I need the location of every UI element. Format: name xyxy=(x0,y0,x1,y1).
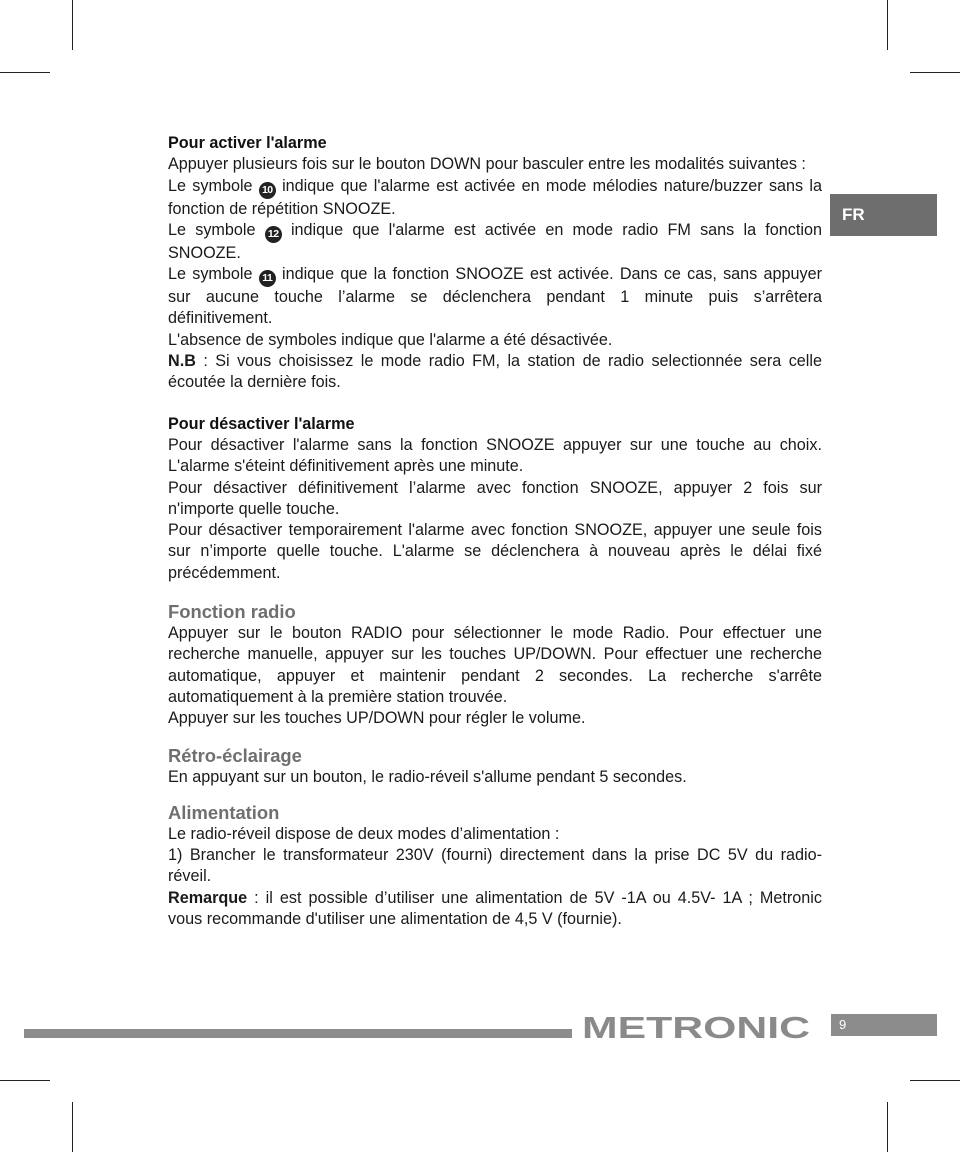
heading-alimentation: Alimentation xyxy=(168,801,280,823)
page-number: 9 xyxy=(831,1014,937,1036)
paragraph: L'absence de symboles indique que l'alarme a été désactivée. xyxy=(168,330,613,349)
circled-number-icon: 11 xyxy=(259,270,276,287)
paragraph-symbol-12: Le symbole 12 indique que l'alarme est activée en mode radio FM sans la fonction SNOOZE. xyxy=(168,220,822,262)
paragraph: Appuyer sur les touches UP/DOWN pour régler le volume. xyxy=(168,709,586,728)
footer-bar xyxy=(24,1029,572,1038)
language-tab: FR xyxy=(830,194,937,236)
paragraph: En appuyant sur un bouton, le radio-réveil s'allume pendant 5 secondes. xyxy=(168,767,687,786)
crop-mark xyxy=(910,72,960,73)
paragraph-symbol-11: Le symbole 11 indique que la fonction SNOOZE est activée. Dans ce cas, sans appuyer sur aucune touche l’alarme se déclenchera pendant 1 minute puis s’arrêtera définitivement. xyxy=(168,265,822,328)
crop-mark xyxy=(72,1102,73,1152)
paragraph: Pour désactiver définitivement l’alarme avec fonction SNOOZE, appuyer 2 fois sur n'importe quelle touche. xyxy=(168,478,822,518)
crop-mark xyxy=(887,1102,888,1152)
nb-label: N.B xyxy=(168,352,196,371)
remark-label: Remarque xyxy=(168,888,248,907)
crop-mark xyxy=(72,0,73,50)
crop-mark xyxy=(0,72,50,73)
circled-number-icon: 10 xyxy=(259,182,276,199)
paragraph-symbol-10: Le symbole 10 indique que l'alarme est activée en mode mélodies nature/buzzer sans la fonction de répétition SNOOZE. xyxy=(168,176,822,218)
paragraph-remarque: Remarque : il est possible d’utiliser une alimentation de 5V -1A ou 4.5V- 1A ; Metronic vous recommande d'utiliser une alimentation de 4,5 V (fournie). xyxy=(168,888,822,929)
paragraph: Pour désactiver l'alarme sans la fonction SNOOZE appuyer sur une touche au choix. L'alarme s'éteint définitivement après une minute. xyxy=(168,435,822,476)
heading-desactiver-alarme: Pour désactiver l'alarme xyxy=(168,414,355,433)
paragraph: 1) Brancher le transformateur 230V (fourni) directement dans la prise DC 5V du radio-réveil. xyxy=(168,846,822,886)
page-content xyxy=(168,133,822,930)
paragraph: Pour désactiver temporairement l'alarme avec fonction SNOOZE, appuyer une seule fois sur n’importe quelle touche. L'alarme se déclenchera à nouveau après le délai fixé précédemment. xyxy=(168,521,822,582)
paragraph-nb: N.B : Si vous choisissez le mode radio FM, la station de radio selectionnée sera celle écoutée la dernière fois. xyxy=(168,352,822,392)
crop-mark xyxy=(910,1080,960,1081)
circled-number-icon: 12 xyxy=(265,226,282,243)
heading-fonction-radio: Fonction radio xyxy=(168,601,296,623)
brand-logo xyxy=(580,1010,812,1042)
paragraph: Le radio-réveil dispose de deux modes d’alimentation : xyxy=(168,824,560,843)
paragraph: Appuyer sur le bouton RADIO pour sélectionner le mode Radio. Pour effectuer une recherche manuelle, appuyer sur les touches UP/DOWN. Pour effectuer une recherche automatique, appuyer et maintenir pendant 2 secondes. La recherche s'arrête automatiquement à la première station trouvée. xyxy=(168,624,822,706)
crop-mark xyxy=(0,1080,50,1081)
brand-logo-text: METRONIC xyxy=(582,1010,810,1042)
heading-retro-eclairage: Rétro-éclairage xyxy=(168,744,302,766)
crop-mark xyxy=(887,0,888,50)
heading-activer-alarme: Pour activer l'alarme xyxy=(168,134,327,152)
paragraph: Appuyer plusieurs fois sur le bouton DOWN pour basculer entre les modalités suivantes : xyxy=(168,155,806,174)
